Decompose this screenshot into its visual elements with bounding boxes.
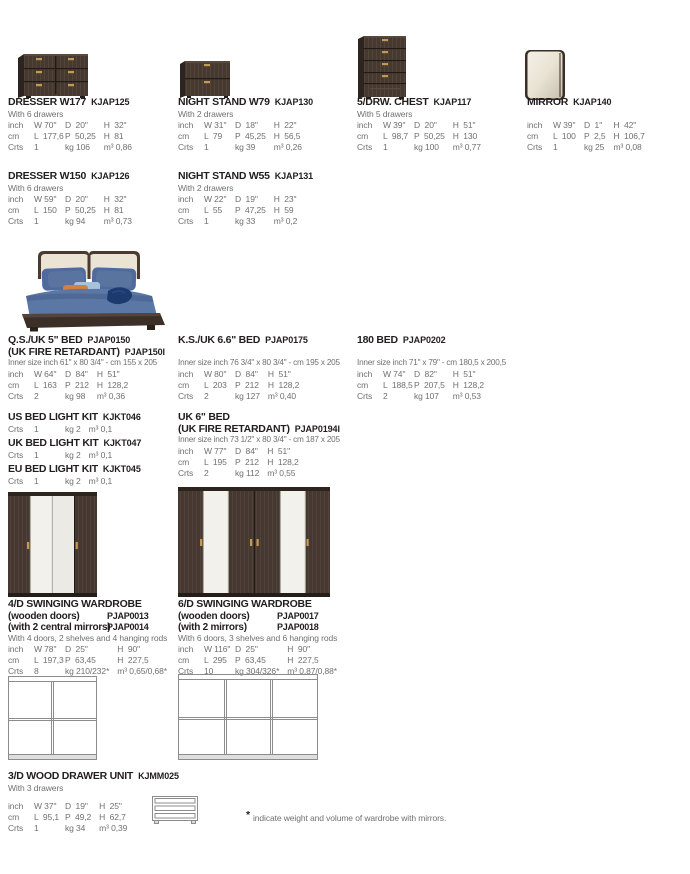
spec-cell: cm <box>8 204 20 215</box>
spec-cell: 1 <box>383 141 388 152</box>
spec-cell: H 227,5 <box>117 654 149 665</box>
footnote-text: indicate weight and volume of wardrobe with mirrors. <box>253 813 447 823</box>
spec-cell: H 81 <box>103 130 124 141</box>
spec-cell: kg 2 <box>65 449 81 460</box>
spec-cell: W 78" <box>34 643 57 654</box>
spec-table <box>178 120 338 153</box>
product-name: EU BED LIGHT KIT <box>8 463 98 475</box>
product-subtitle: With 2 drawers <box>178 108 234 119</box>
spec-cell: kg 25 <box>584 141 605 152</box>
spec-cell: D 84" <box>235 368 258 379</box>
inner-size: Inner size inch 61" x 80 3/4" - cm 155 x 205 <box>8 358 158 367</box>
footnote <box>246 809 446 823</box>
product-code: PJAP0175 <box>265 335 308 345</box>
spec-cell: P 50,25 <box>65 130 96 141</box>
spec-cell: cm <box>8 130 20 141</box>
product-chest-5drw <box>357 97 529 153</box>
spec-cell: 1 <box>34 449 39 460</box>
product-dresser-w177 <box>8 97 180 153</box>
product-code: KJMM025 <box>138 771 179 781</box>
product-name: UK 6" BED <box>178 411 230 423</box>
product-subtitle: With 5 drawers <box>357 108 413 119</box>
variant-label: (with 2 mirrors) <box>178 621 247 633</box>
spec-cell: D 82" <box>414 368 437 379</box>
spec-cell: m³ 0,36 <box>96 390 125 401</box>
product-title <box>8 438 180 450</box>
spec-cell: kg 210/232* <box>65 665 110 676</box>
spec-cell: 1 <box>34 822 39 833</box>
spec-cell: kg 2 <box>65 475 81 486</box>
spec-cell: W 37" <box>34 800 57 811</box>
spec-cell: 10 <box>204 665 214 676</box>
product-name: 6/D SWINGING WARDROBE <box>178 598 312 610</box>
inner-size: Inner size inch 71" x 79" - cm 180,5 x 200,5 <box>357 358 507 367</box>
spec-cell: H 128,2 <box>267 456 299 467</box>
variant-with-mirrors <box>8 622 180 633</box>
spec-cell: H 51" <box>452 119 476 130</box>
spec-cell: H 106,7 <box>613 130 645 141</box>
spec-cell: m³ 0,39 <box>99 822 128 833</box>
spec-cell: cm <box>357 379 369 390</box>
spec-cell: Crts <box>178 141 194 152</box>
spec-cell: W 39" <box>383 119 406 130</box>
spec-cell: cm <box>178 456 190 467</box>
spec-cell: D 20" <box>65 193 88 204</box>
spec-cell: H 81 <box>103 204 124 215</box>
spec-cell: H 90" <box>117 643 141 654</box>
spec-cell: L 163 <box>34 379 57 390</box>
spec-cell: cm <box>178 654 190 665</box>
product-name: NIGHT STAND W79 <box>178 96 270 108</box>
spec-cell: cm <box>8 654 20 665</box>
product-subtitle: With 6 doors, 3 shelves and 6 hanging rods <box>178 632 338 643</box>
product-title <box>8 412 180 424</box>
spec-cell: H 51" <box>267 445 291 456</box>
spec-cell: kg 33 <box>235 215 256 226</box>
product-code: KJAP140 <box>573 97 612 107</box>
product-subtitle: With 2 drawers <box>178 182 234 193</box>
spec-cell: 1 <box>204 215 209 226</box>
spec-cell: W 80" <box>204 368 227 379</box>
mirror-kjap140-image <box>525 50 565 100</box>
spec-cell: H 227,5 <box>287 654 319 665</box>
spec-cell: kg 34 <box>65 822 86 833</box>
spec-cell: L 295 <box>204 654 227 665</box>
product-code: PJAP0150 <box>87 335 131 345</box>
product-code: KJAP125 <box>91 97 130 107</box>
spec-cell: P 63,45 <box>65 654 96 665</box>
spec-cell: P 207,5 <box>414 379 445 390</box>
spec-cell: L 98,7 <box>383 130 408 141</box>
spec-cell: m³ 0,77 <box>452 141 481 152</box>
spec-cell: W 39" <box>553 119 576 130</box>
product-name: 3/D WOOD DRAWER UNIT <box>8 770 134 782</box>
spec-cell: cm <box>527 130 539 141</box>
spec-cell: cm <box>8 811 20 822</box>
spec-cell: m³ 0,1 <box>88 423 113 434</box>
spec-cell: H 25" <box>99 800 122 811</box>
spec-cell: m³ 0,73 <box>103 215 132 226</box>
spec-cell: L 100 <box>553 130 576 141</box>
spacer-line <box>178 347 350 359</box>
spec-cell: L 188,5 <box>383 379 413 390</box>
spec-cell: inch <box>8 368 24 379</box>
spec-cell: H 128,2 <box>96 379 129 390</box>
spec-cell: m³ 0,26 <box>273 141 302 152</box>
spec-cell: inch <box>178 643 194 654</box>
variant-label: (wooden doors) <box>178 610 250 622</box>
product-uk6-bed <box>178 412 350 479</box>
spec-cell: cm <box>178 204 190 215</box>
product-wardrobe-6d <box>178 599 350 677</box>
product-code: KJAP117 <box>433 97 472 107</box>
product-name2: (UK FIRE RETARDANT) <box>178 422 290 435</box>
product-name: UK BED LIGHT KIT <box>8 437 99 449</box>
spec-cell: D 25" <box>65 643 88 654</box>
spec-cell: L 177,6 <box>34 130 64 141</box>
spec-cell: kg 107 <box>414 390 439 401</box>
spec-cell: cm <box>178 130 190 141</box>
product-title <box>178 97 350 109</box>
product-title <box>357 97 529 109</box>
spec-cell: m³ 0,1 <box>88 475 113 486</box>
product-name: DRESSER W177 <box>8 96 87 108</box>
spec-cell: W 77" <box>204 445 227 456</box>
spec-cell: P 50,25 <box>414 130 445 141</box>
spec-cell: D 1" <box>584 119 603 130</box>
spec-cell: L 79 <box>204 130 223 141</box>
spec-cell: Crts <box>8 449 24 460</box>
spec-cell: m³ 0,1 <box>88 449 113 460</box>
spec-table <box>357 120 517 153</box>
spec-cell: W 22" <box>204 193 227 204</box>
product-subtitle: With 6 drawers <box>8 108 64 119</box>
spec-cell: D 25" <box>235 643 258 654</box>
inner-size: Inner size inch 73 1/2" x 80 3/4" - cm 187 x 205 <box>178 435 340 444</box>
spec-cell: W 64" <box>34 368 57 379</box>
spec-cell: inch <box>8 800 24 811</box>
spec-table <box>8 450 168 461</box>
spec-cell: m³ 0,40 <box>267 390 297 401</box>
spec-table <box>8 644 168 677</box>
spec-table <box>8 801 168 834</box>
product-name2: (UK FIRE RETARDANT) <box>8 345 120 358</box>
spec-cell: L 150 <box>34 204 57 215</box>
spec-cell: Crts <box>178 215 194 226</box>
spec-cell: 1 <box>553 141 558 152</box>
product-name: DRESSER W150 <box>8 170 87 182</box>
spec-cell: kg 100 <box>414 141 439 152</box>
spec-cell: H 51" <box>96 368 120 379</box>
spec-cell: 2 <box>204 467 209 478</box>
spec-cell: L 95,1 <box>34 811 59 822</box>
wardrobe-4d-image <box>8 492 97 598</box>
product-title <box>357 335 529 347</box>
spec-cell: H 62,7 <box>99 811 126 822</box>
spec-cell: H 22" <box>273 119 297 130</box>
product-night-stand-w55 <box>178 171 350 227</box>
spec-cell: H 90" <box>287 643 311 654</box>
spec-cell: H 51" <box>452 368 476 379</box>
asterisk-mark: * <box>246 809 250 821</box>
spec-cell: Crts <box>178 467 194 478</box>
variant-code: PJAP0014 <box>107 621 149 632</box>
spec-cell: P 63,45 <box>235 654 266 665</box>
spec-table <box>527 120 687 153</box>
spec-cell: 1 <box>34 141 39 152</box>
spec-cell: H 128,2 <box>452 379 485 390</box>
product-180-bed <box>357 335 529 402</box>
product-name: 5/DRW. CHEST <box>357 96 429 108</box>
spec-cell: Crts <box>8 390 24 401</box>
product-subtitle: With 3 drawers <box>8 782 64 793</box>
wardrobe-6d-image <box>178 487 330 598</box>
spec-cell: H 32" <box>103 119 127 130</box>
product-name: NIGHT STAND W55 <box>178 170 270 182</box>
spec-cell: kg 98 <box>65 390 86 401</box>
product-night-stand-w79 <box>178 97 350 153</box>
product-ks-uk-bed <box>178 335 350 402</box>
spec-cell: kg 112 <box>235 467 260 478</box>
wardrobe-6d-diagram <box>178 674 318 760</box>
product-name: K.S./UK 6.6" BED <box>178 334 261 346</box>
spec-cell: P 45,25 <box>235 130 266 141</box>
spec-cell: Crts <box>8 215 24 226</box>
product-subtitle <box>527 109 690 120</box>
product-mirror <box>527 97 690 153</box>
product-title <box>8 97 180 109</box>
product-title <box>527 97 690 109</box>
spec-cell: 8 <box>34 665 39 676</box>
spec-cell: W 59" <box>34 193 57 204</box>
spec-cell: P 212 <box>235 456 259 467</box>
product-eu-bed-light-kit <box>8 464 180 487</box>
spec-cell: 2 <box>383 390 388 401</box>
product-title <box>8 771 180 783</box>
spec-cell: H 23" <box>273 193 297 204</box>
spec-cell: inch <box>178 193 194 204</box>
spec-cell: 2 <box>34 390 39 401</box>
spec-cell: H 128,2 <box>267 379 300 390</box>
spec-cell: inch <box>8 643 24 654</box>
product-code: PJAP0202 <box>402 335 446 345</box>
spec-cell: Crts <box>178 665 194 676</box>
product-title <box>8 599 180 611</box>
variant-label: (with 2 central mirrors) <box>8 621 111 633</box>
spec-cell: D 20" <box>65 119 88 130</box>
spec-cell: m³ 0,65/0,68* <box>117 665 168 676</box>
spec-cell: inch <box>178 368 194 379</box>
spec-cell: L 197,3 <box>34 654 64 665</box>
spacer-line <box>357 347 529 359</box>
spec-cell: P 212 <box>65 379 89 390</box>
spec-cell: m³ 0,2 <box>273 215 298 226</box>
product-title <box>178 599 350 611</box>
spec-cell: D 19" <box>65 800 88 811</box>
spec-cell: m³ 0,86 <box>103 141 132 152</box>
product-us-bed-light-kit <box>8 412 180 435</box>
product-title <box>8 464 180 476</box>
product-code: KJAP130 <box>274 97 314 107</box>
spec-cell: 1 <box>204 141 209 152</box>
spec-cell: Crts <box>8 423 24 434</box>
spec-cell: inch <box>357 119 373 130</box>
spec-cell: H 59 <box>273 204 294 215</box>
spec-cell: Crts <box>178 390 194 401</box>
product-code: KJKT045 <box>102 464 141 474</box>
product-name: 4/D SWINGING WARDROBE <box>8 598 142 610</box>
variant-code: PJAP0013 <box>107 610 149 621</box>
spec-cell: inch <box>178 119 194 130</box>
spec-cell: D 84" <box>65 368 88 379</box>
product-title <box>8 171 180 183</box>
product-code: KJKT046 <box>102 412 141 422</box>
spec-cell: Crts <box>8 822 24 833</box>
spec-cell: inch <box>8 119 24 130</box>
night-stand-w79-image <box>180 60 230 98</box>
variant-code: PJAP0017 <box>277 610 319 621</box>
spec-table <box>8 369 168 402</box>
spec-cell: L 55 <box>204 204 223 215</box>
variant-with-mirrors <box>178 622 350 633</box>
variant-code: PJAP0018 <box>277 621 319 632</box>
product-name: Q.S./UK 5" BED <box>8 334 83 346</box>
product-uk-bed-light-kit <box>8 438 180 461</box>
spec-cell: inch <box>8 193 24 204</box>
product-wardrobe-4d <box>8 599 180 677</box>
spec-cell: Crts <box>527 141 543 152</box>
spec-table <box>8 194 168 227</box>
dresser-w177-image <box>18 52 90 98</box>
spec-cell: L 195 <box>204 456 227 467</box>
spec-cell: m³ 0,55 <box>267 467 296 478</box>
spec-cell: P 2,5 <box>584 130 606 141</box>
spec-cell: P 47,25 <box>235 204 266 215</box>
product-title-line2 <box>178 424 350 436</box>
product-name: MIRROR <box>527 96 569 108</box>
variant-label: (wooden doors) <box>8 610 80 622</box>
spec-cell: D 20" <box>414 119 437 130</box>
variant-wooden-doors <box>178 611 350 622</box>
spec-cell: Crts <box>8 475 24 486</box>
spec-cell: H 130 <box>452 130 478 141</box>
spec-cell: cm <box>357 130 369 141</box>
variant-wooden-doors <box>8 611 180 622</box>
spec-cell: H 42" <box>613 119 637 130</box>
spec-cell: kg 2 <box>65 423 81 434</box>
product-name: 180 BED <box>357 334 398 346</box>
spec-cell: inch <box>178 445 194 456</box>
spec-cell: m³ 0,87/0,88* <box>287 665 338 676</box>
spec-cell: kg 94 <box>65 215 86 226</box>
spec-cell: 1 <box>34 475 39 486</box>
spec-cell: H 32" <box>103 193 127 204</box>
spec-cell: kg 304/326* <box>235 665 280 676</box>
spec-cell: kg 106 <box>65 141 90 152</box>
spec-cell: Crts <box>8 141 24 152</box>
spec-cell: inch <box>527 119 543 130</box>
product-code: KJKT047 <box>103 438 142 448</box>
product-title <box>178 335 350 347</box>
spec-table <box>8 120 168 153</box>
drawer-unit-3d-diagram <box>152 796 198 826</box>
product-code2: PJAP0194I <box>294 423 340 434</box>
bed-light-kits <box>8 412 180 490</box>
spec-cell: P 50,25 <box>65 204 96 215</box>
spec-cell: W 31" <box>204 119 227 130</box>
spec-table <box>178 194 338 227</box>
spec-cell: H 56,5 <box>273 130 301 141</box>
product-title <box>178 171 350 183</box>
product-code: KJAP126 <box>91 171 130 181</box>
product-code: KJAP131 <box>274 171 314 181</box>
spec-cell: 1 <box>34 423 39 434</box>
spec-cell: kg 127 <box>235 390 260 401</box>
spec-cell: D 19" <box>235 193 258 204</box>
spec-cell: kg 39 <box>235 141 256 152</box>
product-subtitle: With 4 doors, 2 shelves and 4 hanging rods <box>8 632 168 643</box>
spec-table <box>178 446 338 479</box>
spec-table <box>8 476 168 487</box>
chest-5drw-image <box>358 35 408 101</box>
wardrobe-4d-diagram <box>8 676 97 760</box>
spec-table <box>357 369 517 402</box>
spec-table <box>178 644 338 677</box>
product-qs-uk-bed <box>8 335 180 402</box>
spec-table <box>178 369 338 402</box>
spec-cell: 1 <box>34 215 39 226</box>
spec-cell: D 84" <box>235 445 258 456</box>
spec-cell: cm <box>178 379 190 390</box>
spec-cell: H 51" <box>267 368 291 379</box>
spec-cell: W 74" <box>383 368 406 379</box>
inner-size: Inner size inch 76 3/4" x 80 3/4" - cm 195 x 205 <box>178 358 340 367</box>
spec-cell: 2 <box>204 390 209 401</box>
product-code2: PJAP150I <box>124 346 165 357</box>
spec-cell: L 203 <box>204 379 227 390</box>
spec-table <box>8 424 168 435</box>
spec-cell: W 70" <box>34 119 57 130</box>
bed-photo <box>8 243 170 333</box>
spec-cell: Crts <box>357 390 373 401</box>
spec-cell: D 18" <box>235 119 258 130</box>
spec-cell: inch <box>357 368 373 379</box>
spec-cell: m³ 0,53 <box>452 390 481 401</box>
spec-cell: Crts <box>357 141 373 152</box>
spec-cell: cm <box>8 379 20 390</box>
product-name: US BED LIGHT KIT <box>8 411 98 423</box>
product-title-line2 <box>8 347 180 359</box>
spec-cell: W 116" <box>204 643 231 654</box>
product-subtitle: With 6 drawers <box>8 182 64 193</box>
spec-cell: Crts <box>8 665 24 676</box>
spec-cell: P 49,2 <box>65 811 92 822</box>
product-dresser-w150 <box>8 171 180 227</box>
spec-cell: P 212 <box>235 379 259 390</box>
spec-cell: m³ 0,08 <box>613 141 642 152</box>
